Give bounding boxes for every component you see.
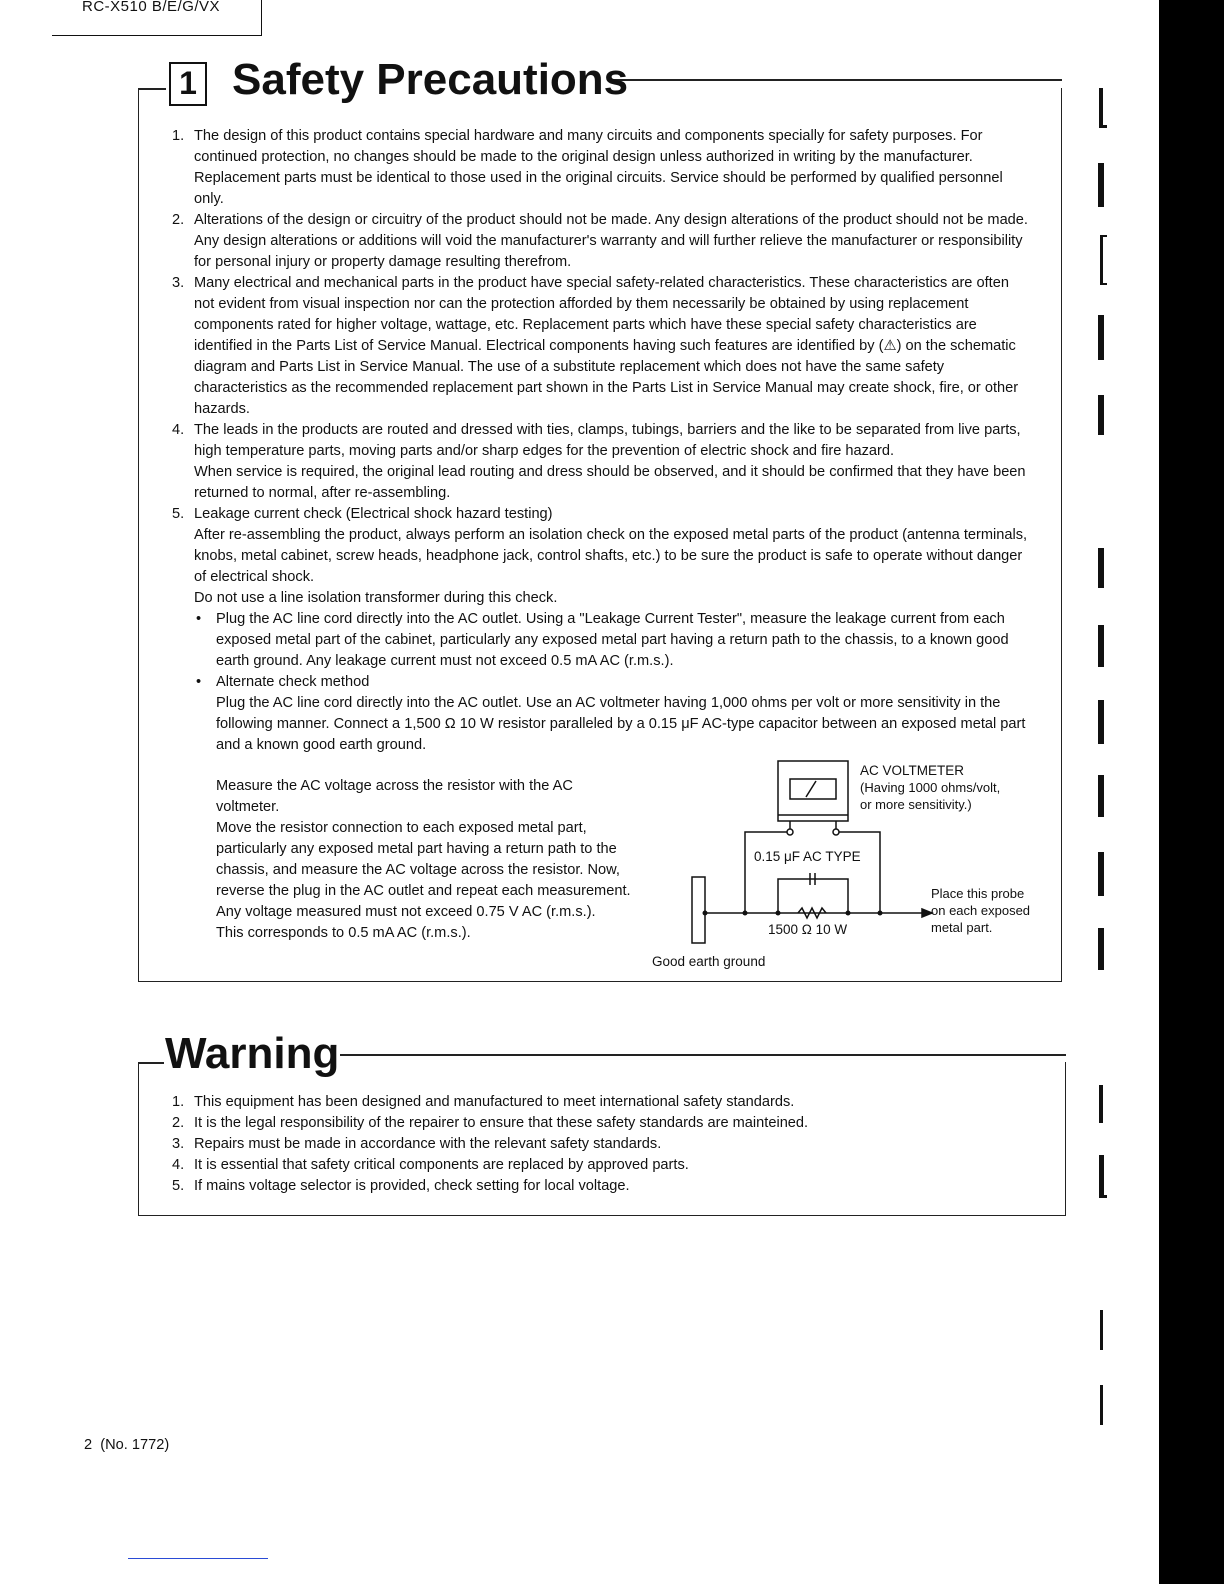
item-text: After re-assembling the product, always perform an isolation check on the exposed metal parts of the product (antenna terminals, knobs, metal cabinet, screw heads, headphone jack, control shafts, etc.) to be sure the product is safe to operate without danger of electrical shock. [194, 527, 1028, 585]
bullet-title: Alternate check method [216, 674, 370, 690]
warning-item-2 [172, 1113, 1032, 1134]
warning-title-rule [138, 1062, 164, 1064]
model-header-box [52, 0, 262, 36]
corresponds-line: This corresponds to 0.5 mA AC (r.m.s.). [216, 925, 471, 941]
ground-plate [692, 877, 705, 943]
item-number: 4. [172, 422, 185, 438]
safety-item-1 [172, 126, 1032, 210]
voltmeter-dial [790, 779, 836, 799]
binding-marks [1090, 0, 1120, 1584]
probe-label: Place this probe [931, 886, 1025, 901]
section-number-box: 1 [169, 62, 207, 106]
warning-item-4 [172, 1155, 1032, 1176]
move-line: Move the resistor connection to each exposed metal part, particularly any exposed metal part having a return path to the chassis, and measure the AC voltage across the resistor. Now, reverse the plug in the AC outlet and repeat each measurement. Any voltage measured must not exceed 0.75 V AC (r.m.s.). [216, 820, 631, 920]
warning-title: Warning [165, 1029, 340, 1078]
item-number: 4. [172, 1157, 185, 1173]
item-number: 3. [172, 1136, 185, 1152]
item-text: Alterations of the design or circuitry of the product should not be made. Any design alterations of the product should not be made. Any design alterations or additions will void the manufacturer's warranty and will further relieve the manufacturer or responsibility for personal injury or property damage resulting therefrom. [194, 212, 1028, 270]
item-number: 1. [172, 128, 185, 144]
item-text: It is the legal responsibility of the repairer to ensure that these safety standards are mainteined. [194, 1115, 809, 1131]
meter-lead-right [836, 821, 880, 913]
model-number: RC-X510 B/E/G/VX [82, 0, 221, 15]
item-text: If mains voltage selector is provided, check setting for local voltage. [194, 1178, 630, 1194]
safety-item-2 [172, 210, 1032, 273]
probe-label: metal part. [931, 920, 993, 935]
warning-title-rule-right [340, 1054, 1066, 1056]
warning-item-3 [172, 1134, 1032, 1155]
bullet-text: Plug the AC line cord directly into the AC outlet. Using a "Leakage Current Tester", measure the leakage current from each exposed metal part of the cabinet, particularly any exposed metal part having a return path to the chassis, to a known good earth ground. Any leakage current must not exceed 0.5 mA AC (r.m.s.). [216, 611, 1009, 669]
capacitor-frame [778, 879, 848, 913]
item-number: 5. [172, 506, 185, 522]
safety-title: Safety Precautions [232, 55, 629, 104]
warning-item-5 [172, 1176, 1032, 1197]
safety-item-5 [172, 504, 1032, 756]
warning-list [172, 1092, 1032, 1197]
capacitor-label: 0.15 μF AC TYPE [754, 849, 861, 864]
voltmeter-note: or more sensitivity.) [860, 797, 972, 812]
measure-line: Measure the AC voltage across the resistor with the AC voltmeter. [216, 778, 573, 815]
safety-title-rule [138, 88, 166, 90]
item-text-note: Do not use a line isolation transformer during this check. [194, 590, 558, 606]
item-text: The leads in the products are routed and dressed with ties, clamps, tubings, barriers and the like to be separated from live parts, high temperature parts, moving parts and/or sharp edges for the prevention of electric shock and fire hazard. [194, 422, 1021, 459]
safety-list [172, 126, 1032, 756]
voltmeter-label: AC VOLTMETER [860, 763, 965, 778]
item-number: 1. [172, 1094, 185, 1110]
item-text: The design of this product contains special hardware and many circuits and components specially for safety purposes. For continued protection, no changes should be made to the original design unless authorized in writing by the manufacturer. Replacement parts must be identical to those used in the original circuits. Service should be performed by qualified personnel only. [194, 128, 1003, 207]
bullet-dot: • [196, 674, 202, 690]
item-heading: Leakage current check (Electrical shock hazard testing) [194, 506, 553, 522]
item-text: This equipment has been designed and manufactured to meet international safety standards. [194, 1094, 795, 1110]
item-number: 3. [172, 275, 185, 291]
safety-title-rule-right [612, 79, 1062, 81]
bullet-leakage-tester [194, 609, 1032, 672]
voltmeter-box [778, 761, 848, 821]
measurement-instructions [216, 776, 636, 944]
bullet-dot: • [196, 611, 202, 627]
safety-item-3 [172, 273, 1032, 420]
item-number: 5. [172, 1178, 185, 1194]
page-number: 2 (No. 1772) [84, 1437, 170, 1453]
item-number: 2. [172, 212, 185, 228]
voltmeter-note: (Having 1000 ohms/volt, [860, 780, 1001, 795]
item-text: Repairs must be made in accordance with the relevant safety standards. [194, 1136, 662, 1152]
safety-item-4 [172, 420, 1032, 504]
item-number: 2. [172, 1115, 185, 1131]
meter-lead-left [745, 821, 790, 913]
item-text: It is essential that safety critical components are replaced by approved parts. [194, 1157, 689, 1173]
item-text-continued: When service is required, the original lead routing and dress should be observed, and it should be confirmed that they have been returned to normal, after re-assembling. [194, 464, 1026, 501]
bullet-text: Plug the AC line cord directly into the AC outlet. Use an AC voltmeter having 1,000 ohms per volt or more sensitivity in the following manner. Connect a 1,500 Ω 10 W resistor paralleled by a 0.15 μF AC-type capacitor between an exposed metal part and a known good earth ground. [216, 695, 1026, 753]
warning-item-1 [172, 1092, 1032, 1113]
scan-edge-bar [1159, 0, 1224, 1584]
resistor-label: 1500 Ω 10 W [768, 922, 848, 937]
ground-label: Good earth ground [652, 954, 766, 969]
bullet-alternate-method [194, 672, 1032, 756]
probe-label: on each exposed [931, 903, 1031, 918]
item-text: Many electrical and mechanical parts in the product have special safety-related characteristics. These characteristics are often not evident from visual inspection nor can the protection afforded by them necessarily be obtained by using replacement components rated for higher voltage, wattage, etc. Replacement parts which have these special safety characteristics are identified in the Parts List of Service Manual. Electrical components having such features are identified by (⚠) on the schematic diagram and Parts List in Service Manual. The use of a substitute replacement which does not have the same safety characteristics as the recommended replacement part shown in the Parts List in Service Manual may create shock, fire, or other hazards. [194, 275, 1019, 417]
scan-artifact-line [128, 1558, 268, 1559]
